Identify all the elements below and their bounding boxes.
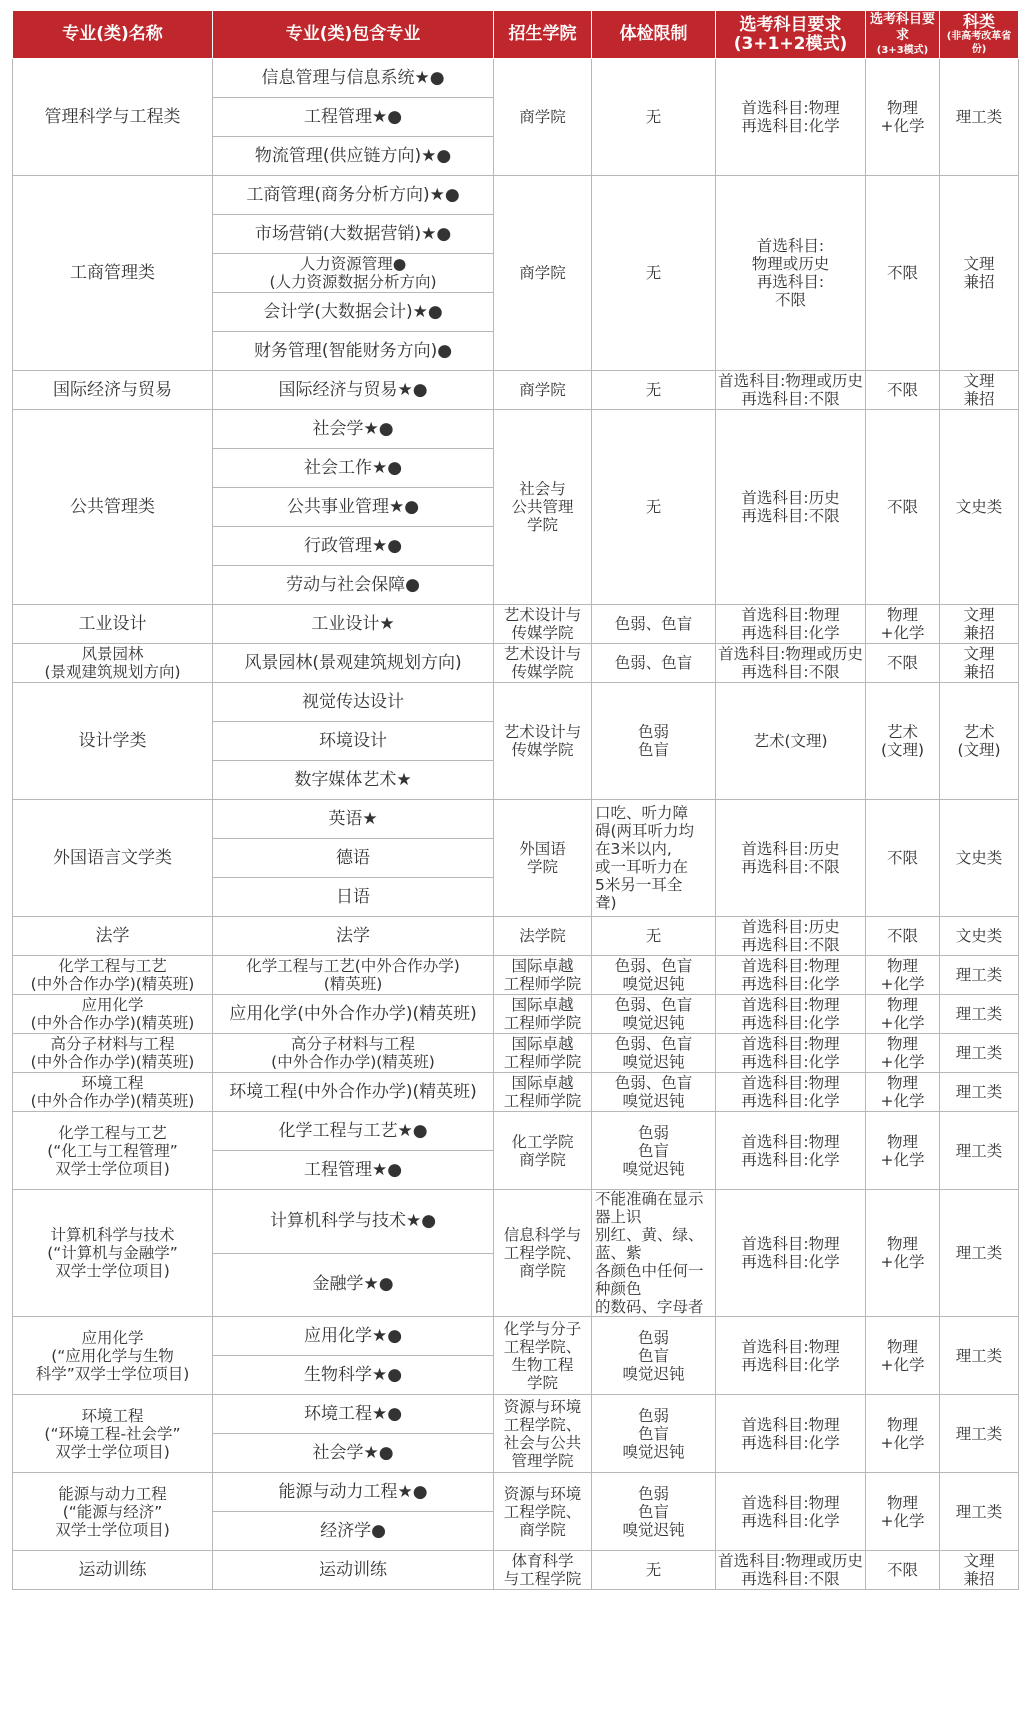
major-category-cell: 环境工程 (“环境工程-社会学” 双学士学位项目) (13, 1395, 213, 1473)
subject-req-312-cell: 首选科目:物理 再选科目:化学 (716, 605, 866, 644)
included-major-cell: 经济学● (213, 1512, 494, 1551)
included-major-cell: 人力资源管理● (人力资源数据分析方向) (213, 254, 494, 293)
health-restriction-cell: 口吃、听力障 碍(两耳听力均 在3米以内, 或一耳听力在 5米另一耳全 聋) (592, 800, 716, 917)
major-category-cell: 能源与动力工程 (“能源与经济” 双学士学位项目) (13, 1473, 213, 1551)
major-category-cell: 化学工程与工艺 (中外合作办学)(精英班) (13, 956, 213, 995)
subject-req-33-cell: 物理 +化学 (866, 995, 940, 1034)
subject-req-33-cell: 物理 +化学 (866, 1112, 940, 1190)
health-restriction-cell: 色弱、色盲 嗅觉迟钝 (592, 1034, 716, 1073)
college-cell: 化学与分子 工程学院、 生物工程 学院 (494, 1317, 592, 1395)
major-category-cell: 风景园林 (景观建筑规划方向) (13, 644, 213, 683)
college-cell: 体育科学 与工程学院 (494, 1551, 592, 1590)
included-major-cell: 工商管理(商务分析方向)★● (213, 176, 494, 215)
health-restriction-cell: 无 (592, 176, 716, 371)
included-major-cell: 行政管理★● (213, 527, 494, 566)
subject-req-33-cell: 物理 +化学 (866, 605, 940, 644)
category-cell: 理工类 (940, 59, 1019, 176)
category-cell: 文理 兼招 (940, 644, 1019, 683)
table-row (13, 1112, 1019, 1151)
subject-req-33-cell: 不限 (866, 1551, 940, 1590)
included-major-cell: 计算机科学与技术★● (213, 1190, 494, 1254)
major-category-cell: 工商管理类 (13, 176, 213, 371)
major-category-cell: 法学 (13, 917, 213, 956)
health-restriction-cell: 色弱 色盲 嗅觉迟钝 (592, 1112, 716, 1190)
subject-req-312-cell: 首选科目:物理 再选科目:化学 (716, 1395, 866, 1473)
included-major-cell: 视觉传达设计 (213, 683, 494, 722)
included-major-cell: 物流管理(供应链方向)★● (213, 137, 494, 176)
health-restriction-cell: 色弱 色盲 (592, 683, 716, 800)
subject-req-33-cell: 物理 +化学 (866, 1034, 940, 1073)
table-row (13, 1073, 1019, 1112)
category-cell: 文史类 (940, 917, 1019, 956)
included-major-cell: 环境设计 (213, 722, 494, 761)
subject-req-312-cell: 首选科目:物理 再选科目:化学 (716, 995, 866, 1034)
college-cell: 外国语 学院 (494, 800, 592, 917)
category-cell: 理工类 (940, 956, 1019, 995)
college-cell: 社会与 公共管理 学院 (494, 410, 592, 605)
college-cell: 国际卓越 工程师学院 (494, 995, 592, 1034)
included-major-cell: 法学 (213, 917, 494, 956)
table-row (13, 917, 1019, 956)
health-restriction-cell: 色弱、色盲 (592, 644, 716, 683)
health-restriction-cell: 无 (592, 59, 716, 176)
included-major-cell: 社会学★● (213, 1434, 494, 1473)
health-restriction-cell: 色弱 色盲 嗅觉迟钝 (592, 1473, 716, 1551)
admission-table (12, 10, 1019, 1590)
included-major-cell: 环境工程(中外合作办学)(精英班) (213, 1073, 494, 1112)
table-row (13, 800, 1019, 839)
health-restriction-cell: 无 (592, 917, 716, 956)
table-row (13, 176, 1019, 215)
major-category-cell: 工业设计 (13, 605, 213, 644)
major-category-cell: 化学工程与工艺 (“化工与工程管理” 双学士学位项目) (13, 1112, 213, 1190)
included-major-cell: 高分子材料与工程 (中外合作办学)(精英班) (213, 1034, 494, 1073)
category-cell: 理工类 (940, 1073, 1019, 1112)
health-restriction-cell: 色弱、色盲 嗅觉迟钝 (592, 956, 716, 995)
included-major-cell: 德语 (213, 839, 494, 878)
category-cell: 理工类 (940, 995, 1019, 1034)
included-major-cell: 工业设计★ (213, 605, 494, 644)
major-category-cell: 设计学类 (13, 683, 213, 800)
health-restriction-cell: 不能准确在显示器上识 别红、黄、绿、蓝、紫 各颜色中任何一种颜色 的数码、字母者 (592, 1190, 716, 1317)
included-major-cell: 化学工程与工艺(中外合作办学) (精英班) (213, 956, 494, 995)
included-major-cell: 工程管理★● (213, 98, 494, 137)
included-major-cell: 数字媒体艺术★ (213, 761, 494, 800)
subject-req-312-cell: 首选科目:物理 再选科目:化学 (716, 1473, 866, 1551)
major-category-cell: 应用化学 (中外合作办学)(精英班) (13, 995, 213, 1034)
college-cell: 国际卓越 工程师学院 (494, 1073, 592, 1112)
college-cell: 资源与环境 工程学院、 商学院 (494, 1473, 592, 1551)
included-major-cell: 工程管理★● (213, 1151, 494, 1190)
header-subject-req-312: 选考科目要求 (3+1+2模式) (716, 11, 866, 59)
health-restriction-cell: 无 (592, 1551, 716, 1590)
subject-req-312-cell: 首选科目:物理或历史 再选科目:不限 (716, 644, 866, 683)
header-row (13, 11, 1019, 59)
college-cell: 商学院 (494, 371, 592, 410)
category-cell: 理工类 (940, 1395, 1019, 1473)
included-major-cell: 生物科学★● (213, 1356, 494, 1395)
college-cell: 艺术设计与 传媒学院 (494, 683, 592, 800)
subject-req-312-cell: 首选科目:物理 再选科目:化学 (716, 1190, 866, 1317)
category-cell: 文理 兼招 (940, 371, 1019, 410)
category-cell: 艺术 (文理) (940, 683, 1019, 800)
included-major-cell: 劳动与社会保障● (213, 566, 494, 605)
category-cell: 理工类 (940, 1473, 1019, 1551)
header-category: 科类 (非高考改革省份) (940, 11, 1019, 59)
subject-req-312-cell: 首选科目:物理 再选科目:化学 (716, 1034, 866, 1073)
included-major-cell: 应用化学(中外合作办学)(精英班) (213, 995, 494, 1034)
category-cell: 文理 兼招 (940, 1551, 1019, 1590)
subject-req-312-cell: 首选科目:物理 再选科目:化学 (716, 59, 866, 176)
table-row (13, 371, 1019, 410)
header-health-restriction: 体检限制 (592, 11, 716, 59)
included-major-cell: 日语 (213, 878, 494, 917)
major-category-cell: 环境工程 (中外合作办学)(精英班) (13, 1073, 213, 1112)
table-row (13, 995, 1019, 1034)
subject-req-33-cell: 不限 (866, 410, 940, 605)
major-category-cell: 运动训练 (13, 1551, 213, 1590)
included-major-cell: 财务管理(智能财务方向)● (213, 332, 494, 371)
subject-req-312-cell: 首选科目:历史 再选科目:不限 (716, 410, 866, 605)
table-row (13, 1551, 1019, 1590)
included-major-cell: 英语★ (213, 800, 494, 839)
college-cell: 商学院 (494, 59, 592, 176)
health-restriction-cell: 色弱 色盲 嗅觉迟钝 (592, 1317, 716, 1395)
subject-req-312-cell: 首选科目:历史 再选科目:不限 (716, 917, 866, 956)
college-cell: 艺术设计与 传媒学院 (494, 605, 592, 644)
college-cell: 信息科学与 工程学院、 商学院 (494, 1190, 592, 1317)
admission-table-wrapper (12, 10, 1018, 1590)
category-cell: 理工类 (940, 1317, 1019, 1395)
included-major-cell: 金融学★● (213, 1253, 494, 1317)
table-row (13, 1395, 1019, 1434)
major-category-cell: 应用化学 (“应用化学与生物 科学”双学士学位项目) (13, 1317, 213, 1395)
table-row (13, 683, 1019, 722)
included-major-cell: 国际经济与贸易★● (213, 371, 494, 410)
included-major-cell: 社会工作★● (213, 449, 494, 488)
included-major-cell: 市场营销(大数据营销)★● (213, 215, 494, 254)
subject-req-312-cell: 首选科目:物理 再选科目:化学 (716, 1112, 866, 1190)
table-row (13, 1473, 1019, 1512)
header-major-category: 专业(类)名称 (13, 11, 213, 59)
table-row (13, 1034, 1019, 1073)
subject-req-33-cell: 不限 (866, 800, 940, 917)
health-restriction-cell: 色弱、色盲 (592, 605, 716, 644)
included-major-cell: 信息管理与信息系统★● (213, 59, 494, 98)
included-major-cell: 环境工程★● (213, 1395, 494, 1434)
college-cell: 国际卓越 工程师学院 (494, 956, 592, 995)
subject-req-33-cell: 物理 +化学 (866, 1395, 940, 1473)
subject-req-33-cell: 物理 +化学 (866, 1473, 940, 1551)
table-row (13, 644, 1019, 683)
major-category-cell: 外国语言文学类 (13, 800, 213, 917)
category-cell: 理工类 (940, 1190, 1019, 1317)
college-cell: 法学院 (494, 917, 592, 956)
category-cell: 理工类 (940, 1112, 1019, 1190)
table-row (13, 59, 1019, 98)
subject-req-312-cell: 首选科目:物理或历史 再选科目:不限 (716, 1551, 866, 1590)
table-row (13, 1317, 1019, 1356)
health-restriction-cell: 色弱、色盲 嗅觉迟钝 (592, 1073, 716, 1112)
subject-req-312-cell: 首选科目:物理或历史 再选科目:不限 (716, 371, 866, 410)
health-restriction-cell: 色弱 色盲 嗅觉迟钝 (592, 1395, 716, 1473)
included-major-cell: 社会学★● (213, 410, 494, 449)
health-restriction-cell: 无 (592, 410, 716, 605)
category-cell: 文理 兼招 (940, 176, 1019, 371)
subject-req-312-cell: 首选科目: 物理或历史 再选科目: 不限 (716, 176, 866, 371)
subject-req-33-cell: 物理 +化学 (866, 59, 940, 176)
college-cell: 国际卓越 工程师学院 (494, 1034, 592, 1073)
major-category-cell: 公共管理类 (13, 410, 213, 605)
subject-req-33-cell: 不限 (866, 917, 940, 956)
header-college: 招生学院 (494, 11, 592, 59)
college-cell: 资源与环境 工程学院、 社会与公共 管理学院 (494, 1395, 592, 1473)
subject-req-312-cell: 首选科目:物理 再选科目:化学 (716, 1073, 866, 1112)
major-category-cell: 高分子材料与工程 (中外合作办学)(精英班) (13, 1034, 213, 1073)
category-cell: 文理 兼招 (940, 605, 1019, 644)
college-cell: 艺术设计与 传媒学院 (494, 644, 592, 683)
health-restriction-cell: 色弱、色盲 嗅觉迟钝 (592, 995, 716, 1034)
included-major-cell: 公共事业管理★● (213, 488, 494, 527)
subject-req-33-cell: 不限 (866, 176, 940, 371)
included-major-cell: 能源与动力工程★● (213, 1473, 494, 1512)
table-row (13, 956, 1019, 995)
college-cell: 商学院 (494, 176, 592, 371)
included-major-cell: 化学工程与工艺★● (213, 1112, 494, 1151)
subject-req-33-cell: 物理 +化学 (866, 1073, 940, 1112)
subject-req-33-cell: 不限 (866, 371, 940, 410)
subject-req-33-cell: 物理 +化学 (866, 956, 940, 995)
included-major-cell: 应用化学★● (213, 1317, 494, 1356)
included-major-cell: 风景园林(景观建筑规划方向) (213, 644, 494, 683)
subject-req-33-cell: 不限 (866, 644, 940, 683)
major-category-cell: 国际经济与贸易 (13, 371, 213, 410)
subject-req-312-cell: 首选科目:历史 再选科目:不限 (716, 800, 866, 917)
header-included-majors: 专业(类)包含专业 (213, 11, 494, 59)
subject-req-33-cell: 物理 +化学 (866, 1190, 940, 1317)
subject-req-312-cell: 首选科目:物理 再选科目:化学 (716, 956, 866, 995)
table-row (13, 605, 1019, 644)
subject-req-312-cell: 艺术(文理) (716, 683, 866, 800)
included-major-cell: 运动训练 (213, 1551, 494, 1590)
college-cell: 化工学院 商学院 (494, 1112, 592, 1190)
table-row (13, 410, 1019, 449)
table-row (13, 1190, 1019, 1254)
category-cell: 文史类 (940, 410, 1019, 605)
subject-req-312-cell: 首选科目:物理 再选科目:化学 (716, 1317, 866, 1395)
health-restriction-cell: 无 (592, 371, 716, 410)
subject-req-33-cell: 物理 +化学 (866, 1317, 940, 1395)
category-cell: 理工类 (940, 1034, 1019, 1073)
header-subject-req-33: 选考科目要求 (3+3模式) (866, 11, 940, 59)
included-major-cell: 会计学(大数据会计)★● (213, 293, 494, 332)
major-category-cell: 计算机科学与技术 (“计算机与金融学” 双学士学位项目) (13, 1190, 213, 1317)
major-category-cell: 管理科学与工程类 (13, 59, 213, 176)
category-cell: 文史类 (940, 800, 1019, 917)
subject-req-33-cell: 艺术 (文理) (866, 683, 940, 800)
